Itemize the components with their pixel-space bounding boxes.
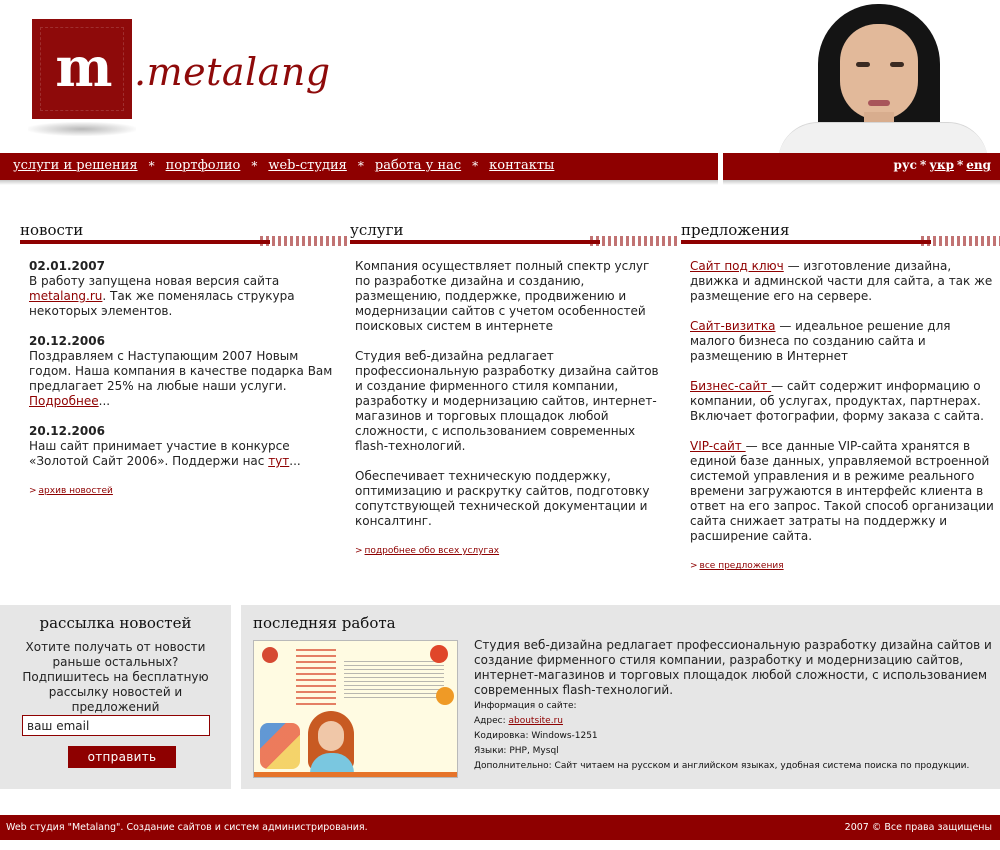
last-work-title: последняя работа	[253, 614, 396, 632]
footer-copyright: 2007 © Все права защищены	[844, 822, 992, 833]
nav-shadow	[0, 180, 718, 185]
offer-turnkey-link[interactable]: Сайт под ключ	[690, 259, 784, 273]
news-text-part: ...	[289, 454, 301, 468]
news-text-part: . Так же поменялась струкура некоторых элементов.	[29, 289, 295, 318]
offer-text: — сайт содержит информацию о компании, об услугах, продуктах, партнерах. Включает фотографии, форму заказа с сайта.	[690, 379, 984, 423]
services-more	[355, 544, 667, 559]
nav-jobs-link[interactable]: работа у нас	[374, 158, 462, 173]
nav-separator: *	[148, 158, 155, 173]
info-extra: Дополнительно: Сайт читаем на русском и английском языках, удобная система поиска по продукции.	[474, 761, 970, 771]
last-work-description: Студия веб-дизайна редлагает профессиональную разработку дизайна сайтов и создание фирменного стиля компании, разработку и модернизацию сайтов, интернет-магазинов и торговых площадок любой сложности, с использованием современных flash-технологий.	[474, 638, 992, 697]
newsletter-title: рассылка новостей	[39, 614, 192, 632]
offers-rule	[681, 240, 931, 244]
nav-separator: *	[251, 158, 258, 173]
arrow-right-icon: >	[355, 546, 363, 556]
offer-item	[690, 439, 996, 544]
offers-header	[681, 221, 1000, 247]
info-encoding: Кодировка: Windows-1251	[474, 731, 598, 741]
news-item	[29, 424, 334, 469]
news-text-part: В работу запущена новая версия сайта	[29, 274, 280, 288]
arrow-right-icon: >	[29, 486, 37, 496]
logo-block[interactable]	[32, 19, 132, 119]
info-address-link[interactable]: aboutsite.ru	[508, 716, 563, 726]
footer	[0, 815, 1000, 840]
nav-separator: *	[357, 158, 364, 173]
news-item	[29, 334, 334, 409]
news-archive	[29, 484, 334, 499]
offer-text: — все данные VIP-сайта хранятся в единой базе данных, управляемой встроенной системой управления и в режиме реального времени загружаются в интерфейс клиента в ответ на его запрос. Такой способ организации сайта снижает затраты на поддержку и расширение сайта.	[690, 439, 994, 543]
services-rule	[350, 240, 600, 244]
news-text-part: Наш сайт принимает участие в конкурсе «Золотой Сайт 2006». Поддержи нас	[29, 439, 290, 468]
news-text-part: Поздравляем с Наступающим 2007 Новым годом. Наша компания в качестве подарка Вам предлагает 25% на любые наши услуги.	[29, 349, 333, 393]
services-rule-decoration	[590, 236, 680, 246]
info-address	[474, 714, 969, 729]
main-nav	[0, 153, 718, 180]
offer-item	[690, 259, 996, 304]
nav-portfolio-link[interactable]: портфолио	[165, 158, 241, 173]
offers-all-link[interactable]: все предложения	[699, 561, 784, 571]
services-more-link[interactable]: подробнее обо всех услугах	[364, 546, 500, 556]
news-date: 02.01.2007	[29, 259, 105, 273]
lang-eng-link[interactable]: eng	[966, 158, 991, 172]
logo-text[interactable]: .metalang	[134, 50, 331, 94]
nav-studio-link[interactable]: web-студия	[268, 158, 347, 173]
news-date: 20.12.2006	[29, 334, 105, 348]
lang-rus: рус	[893, 158, 917, 172]
info-title: Информация о сайте:	[474, 701, 577, 711]
nav-contacts-link[interactable]: контакты	[489, 158, 555, 173]
services-column	[355, 259, 667, 559]
offer-card-link[interactable]: Сайт-визитка	[690, 319, 776, 333]
news-title: новости	[20, 221, 84, 239]
offer-vip-link[interactable]: VIP-сайт	[690, 439, 746, 453]
news-date: 20.12.2006	[29, 424, 105, 438]
last-work-info	[474, 699, 969, 774]
header-portrait-image	[770, 0, 1000, 153]
offers-title: предложения	[681, 221, 790, 239]
lang-ukr-link[interactable]: укр	[929, 158, 954, 172]
services-paragraph: Студия веб-дизайна редлагает профессиональную разработку дизайна сайтов и создание фирменного стиля компании, разработку и модернизацию сайтов, интернет-магазинов и торговых площадок любой сложности, с использованием современных flash-технологий.	[355, 349, 659, 453]
email-input[interactable]	[22, 715, 210, 736]
lang-shadow	[723, 180, 1000, 185]
news-header	[20, 221, 336, 247]
news-column	[29, 259, 334, 499]
offers-column	[690, 259, 996, 574]
news-link-here[interactable]: тут	[268, 454, 290, 468]
arrow-right-icon: >	[690, 561, 698, 571]
offers-all	[690, 559, 996, 574]
newsletter-panel	[0, 605, 231, 789]
news-link-metalang[interactable]: metalang.ru	[29, 289, 103, 303]
lang-separator: *	[919, 158, 927, 172]
logo-mark: m	[55, 35, 109, 99]
services-title: услуги	[350, 221, 404, 239]
language-bar	[723, 153, 1000, 180]
nav-separator: *	[472, 158, 479, 173]
offer-item	[690, 319, 996, 364]
news-text-part: ...	[98, 394, 111, 408]
last-work-thumbnail[interactable]	[253, 640, 458, 778]
info-address-label: Адрес:	[474, 716, 509, 726]
last-work-panel	[241, 605, 1000, 789]
info-languages: Языки: PHP, Mysql	[474, 746, 559, 756]
services-paragraph: Компания осуществляет полный спектр услуг по разработке дизайна и созданию, размещению, поддержке, продвижению и модернизации сайтов с учетом особенностей поисковых систем в интернете	[355, 259, 650, 333]
news-rule-decoration	[260, 236, 350, 246]
footer-left-text: Web студия "Metalang". Создание сайтов и систем администрирования.	[6, 822, 368, 833]
offer-text: — идеальное решение для малого бизнеса по созданию сайта и размещению в Интернет	[690, 319, 951, 363]
offer-text: — изготовление дизайна, движка и админской части для сайта, а так же размещение его на сервере.	[690, 259, 993, 303]
news-text	[29, 274, 334, 319]
news-text	[29, 439, 334, 469]
subscribe-button[interactable]: отправить	[68, 746, 176, 768]
nav-services-link[interactable]: услуги и решения	[13, 158, 138, 173]
offers-rule-decoration	[921, 236, 1000, 246]
logo-shadow	[28, 122, 136, 136]
services-paragraph: Обеспечивает техническую поддержку, оптимизацию и раскрутку сайтов, подготовку сопутствующей технической документации и консалтинг.	[355, 469, 650, 528]
news-rule	[20, 240, 270, 244]
news-archive-link[interactable]: архив новостей	[38, 486, 113, 496]
news-item	[29, 259, 334, 319]
newsletter-description: Хотите получать от новости раньше остальных? Подпишитесь на бесплатную рассылку новостей и предложений	[22, 640, 209, 714]
offer-business-link[interactable]: Бизнес-сайт	[690, 379, 772, 393]
offer-item	[690, 379, 996, 424]
news-link-more[interactable]: Подробнее	[29, 394, 99, 408]
lang-separator: *	[956, 158, 964, 172]
news-text	[29, 349, 334, 409]
services-header	[350, 221, 666, 247]
